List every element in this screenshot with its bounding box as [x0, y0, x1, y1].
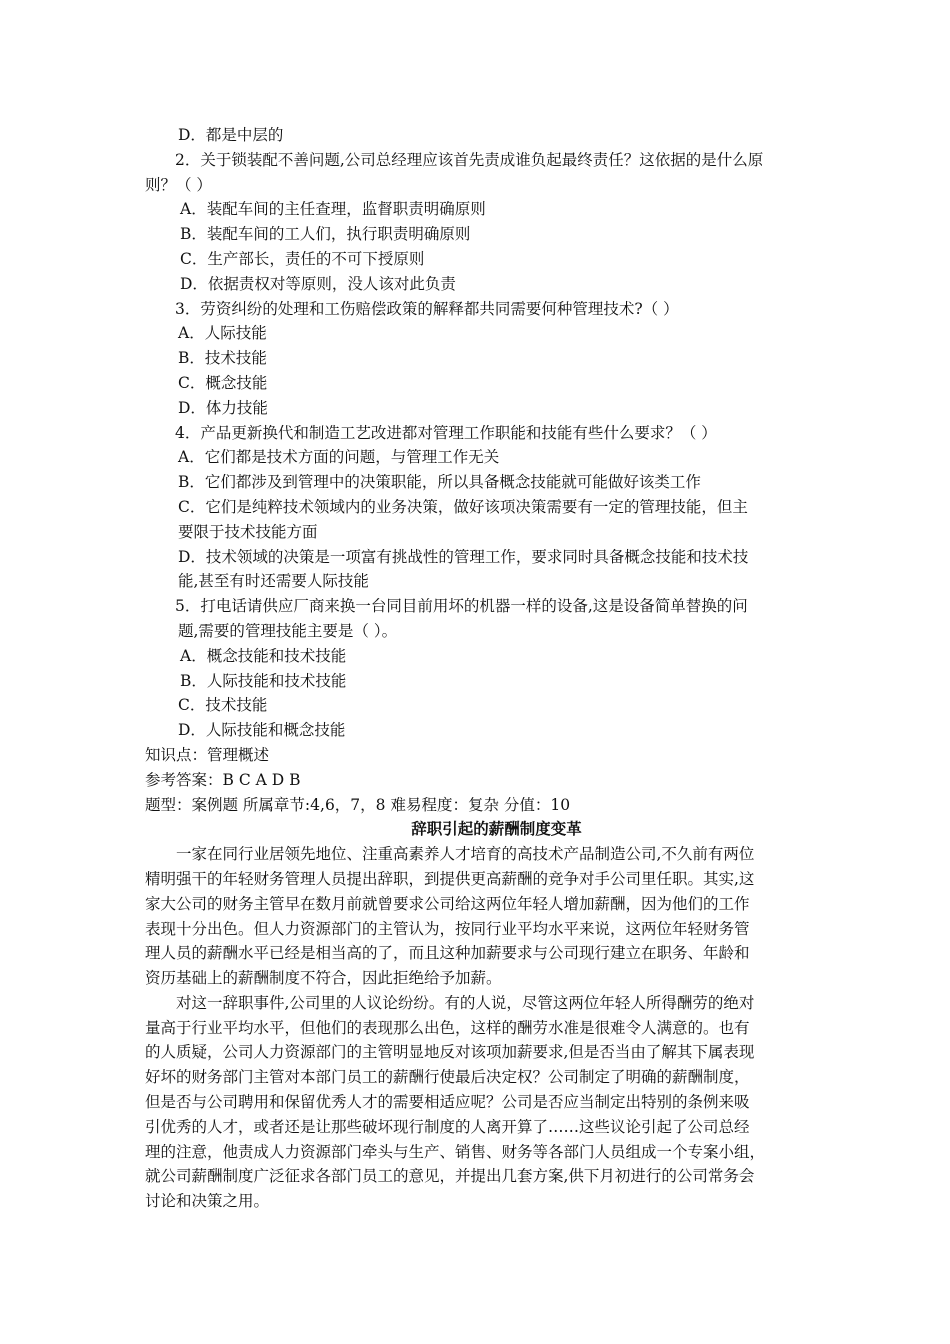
case-para1-line: 理人员的薪酬水平已经是相当高的了，而且这种加薪要求与公司现行建立在职务、年龄和	[145, 944, 750, 963]
q3-option-b: B．技术技能	[178, 349, 267, 368]
document-body	[145, 123, 813, 1214]
q4-option-d-line1: D．技术领域的决策是一项富有挑战性的管理工作，要求同时具备概念技能和技术技	[178, 547, 749, 566]
q2-stem-line1: 2．关于锁装配不善问题,公司总经理应该首先责成谁负起最终责任？这依据的是什么原	[175, 150, 764, 169]
case-para2-line: 对这一辞职事件,公司里的人议论纷纷。有的人说，尽管这两位年轻人所得酬劳的绝对	[176, 993, 755, 1012]
q5-option-c: C．技术技能	[178, 696, 268, 715]
q4-option-a: A．它们都是技术方面的问题，与管理工作无关	[178, 448, 500, 467]
case-para2-line: 但是否与公司聘用和保留优秀人才的需要相适应呢？公司是否应当制定出特别的条例来吸	[145, 1093, 750, 1112]
q3-stem: 3．劳资纠纷的处理和工伤赔偿政策的解释都共同需要何种管理技术?（ ）	[175, 299, 679, 318]
q5-option-a: A．概念技能和技术技能	[180, 646, 347, 665]
knowledge-point: 知识点：管理概述	[145, 745, 270, 764]
case-para2-line: 好坏的财务部门主管对本部门员工的薪酬行使最后决定权？公司制定了明确的薪酬制度，	[145, 1068, 750, 1087]
q2-option-a: A．装配车间的主任查理，监督职责明确原则	[180, 200, 486, 219]
case-para2-line: 就公司薪酬制度广泛征求各部门员工的意见，并提出几套方案,供下月初进行的公司常务会	[145, 1167, 755, 1186]
case-para2-line: 讨论和决策之用。	[145, 1192, 270, 1211]
case-para1-line: 家大公司的财务主管早在数月前就曾要求公司给这两位年轻人增加薪酬，因为他们的工作	[145, 894, 750, 913]
q2-option-c: C．生产部长，责任的不可下授原则	[180, 249, 425, 268]
case-para2-line: 引优秀的人才，或者还是让那些破坏现行制度的人离开算了……这些议论引起了公司总经	[145, 1117, 750, 1136]
q3-option-a: A．人际技能	[178, 324, 267, 343]
q3-option-d: D．体力技能	[178, 398, 268, 417]
q4-option-d-line2: 能,甚至有时还需要人际技能	[178, 572, 369, 591]
case-para2-line: 量高于行业平均水平，但他们的表现那么出色，这样的酬劳水准是很难令人满意的。也有	[145, 1018, 750, 1037]
q4-option-b: B．它们都涉及到管理中的决策职能，所以具备概念技能就可能做好该类工作	[178, 473, 701, 492]
q3-option-c: C．概念技能	[178, 373, 268, 392]
case-para1-line: 表现十分出色。但人力资源部门的主管认为，按同行业平均水平来说，这两位年轻财务管	[145, 919, 750, 938]
q2-option-b: B．装配车间的工人们，执行职责明确原则	[180, 225, 471, 244]
q5-option-b: B．人际技能和技术技能	[180, 671, 347, 690]
q4-stem: 4．产品更新换代和制造工艺改进都对管理工作职能和技能有些什么要求？（ ）	[175, 423, 717, 442]
q2-stem-line2: 则？（ ）	[145, 175, 212, 194]
q4-option-c-line1: C．它们是纯粹技术领域内的业务决策，做好该项决策需要有一定的管理技能，但主	[178, 497, 748, 516]
case-para1-line: 一家在同行业居领先地位、注重高素养人才培育的高技术产品制造公司,不久前有两位	[176, 845, 755, 864]
case-para1-line: 资历基础上的薪酬制度不符合，因此拒绝给予加薪。	[145, 969, 502, 988]
q1-option-d: D．都是中层的	[178, 126, 284, 144]
q2-option-d: D．依据责权对等原则，没人该对此负责	[180, 274, 456, 293]
question-info: 题型：案例题 所属章节:4,6，7，8 难易程度：复杂 分值：10	[145, 795, 571, 814]
case-paragraph-2	[145, 991, 813, 1214]
q4-option-c-line2: 要限于技术技能方面	[178, 522, 318, 541]
reference-answer: 参考答案：B C A D B	[145, 770, 301, 789]
q5-option-d: D．人际技能和概念技能	[178, 721, 346, 740]
q5-stem-line1: 5．打电话请供应厂商来换一台同目前用坏的机器一样的设备,这是设备简单替换的问	[175, 597, 748, 616]
case-para1-line: 精明强干的年轻财务管理人员提出辞职，到提供更高薪酬的竞争对手公司里任职。其实,这	[145, 869, 755, 888]
case-title: 辞职引起的薪酬制度变革	[411, 819, 582, 839]
case-paragraph-1	[145, 842, 813, 991]
case-para2-line: 理的注意，他责成人力资源部门牵头与生产、销售、财务等各部门人员组成一个专案小组，	[145, 1142, 766, 1161]
case-para2-line: 的人质疑，公司人力资源部门的主管明显地反对该项加薪要求,但是否当由了解其下属表现	[145, 1043, 755, 1062]
q5-stem-line2: 题,需要的管理技能主要是（ ）。	[178, 621, 398, 640]
